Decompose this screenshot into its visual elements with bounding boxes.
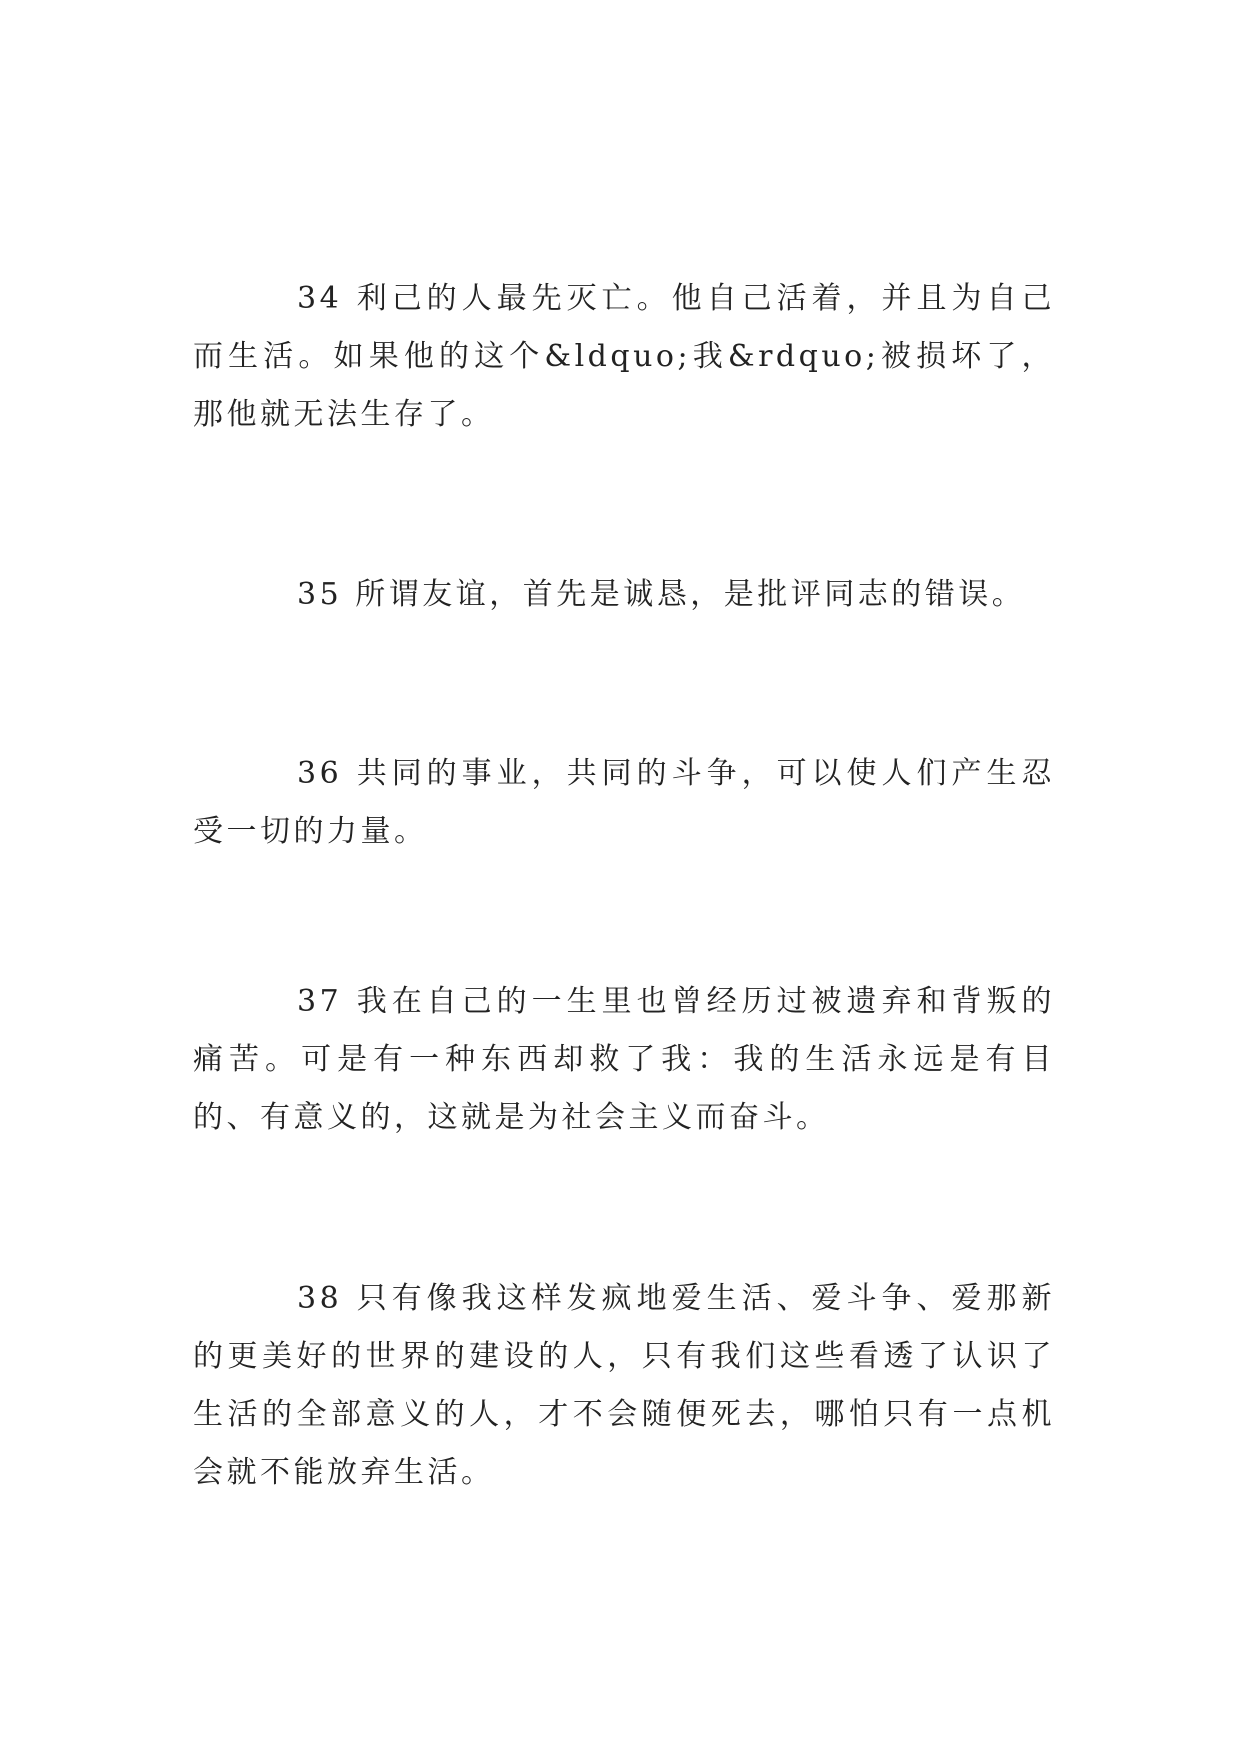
quote-paragraph-34: 34 利己的人最先灭亡。他自己活着，并且为自己而生活。如果他的这个&ldquo;我&rdquo;被损坏了，那他就无法生存了。	[193, 281, 1055, 432]
quote-paragraph-36: 36 共同的事业，共同的斗争，可以使人们产生忍受一切的力量。	[193, 756, 1055, 849]
quote-paragraph-35: 35 所谓友谊，首先是诚恳，是批评同志的错误。	[297, 577, 1026, 612]
quote-paragraph-38: 38 只有像我这样发疯地爱生活、爱斗争、爱那新的更美好的世界的建设的人，只有我们这些看透了认识了生活的全部意义的人，才不会随便死去，哪怕只有一点机会就不能放弃生活。	[193, 1281, 1055, 1490]
quote-paragraph-37: 37 我在自己的一生里也曾经历过被遗弃和背叛的痛苦。可是有一种东西却救了我：我的生活永远是有目的、有意义的，这就是为社会主义而奋斗。	[193, 984, 1055, 1135]
